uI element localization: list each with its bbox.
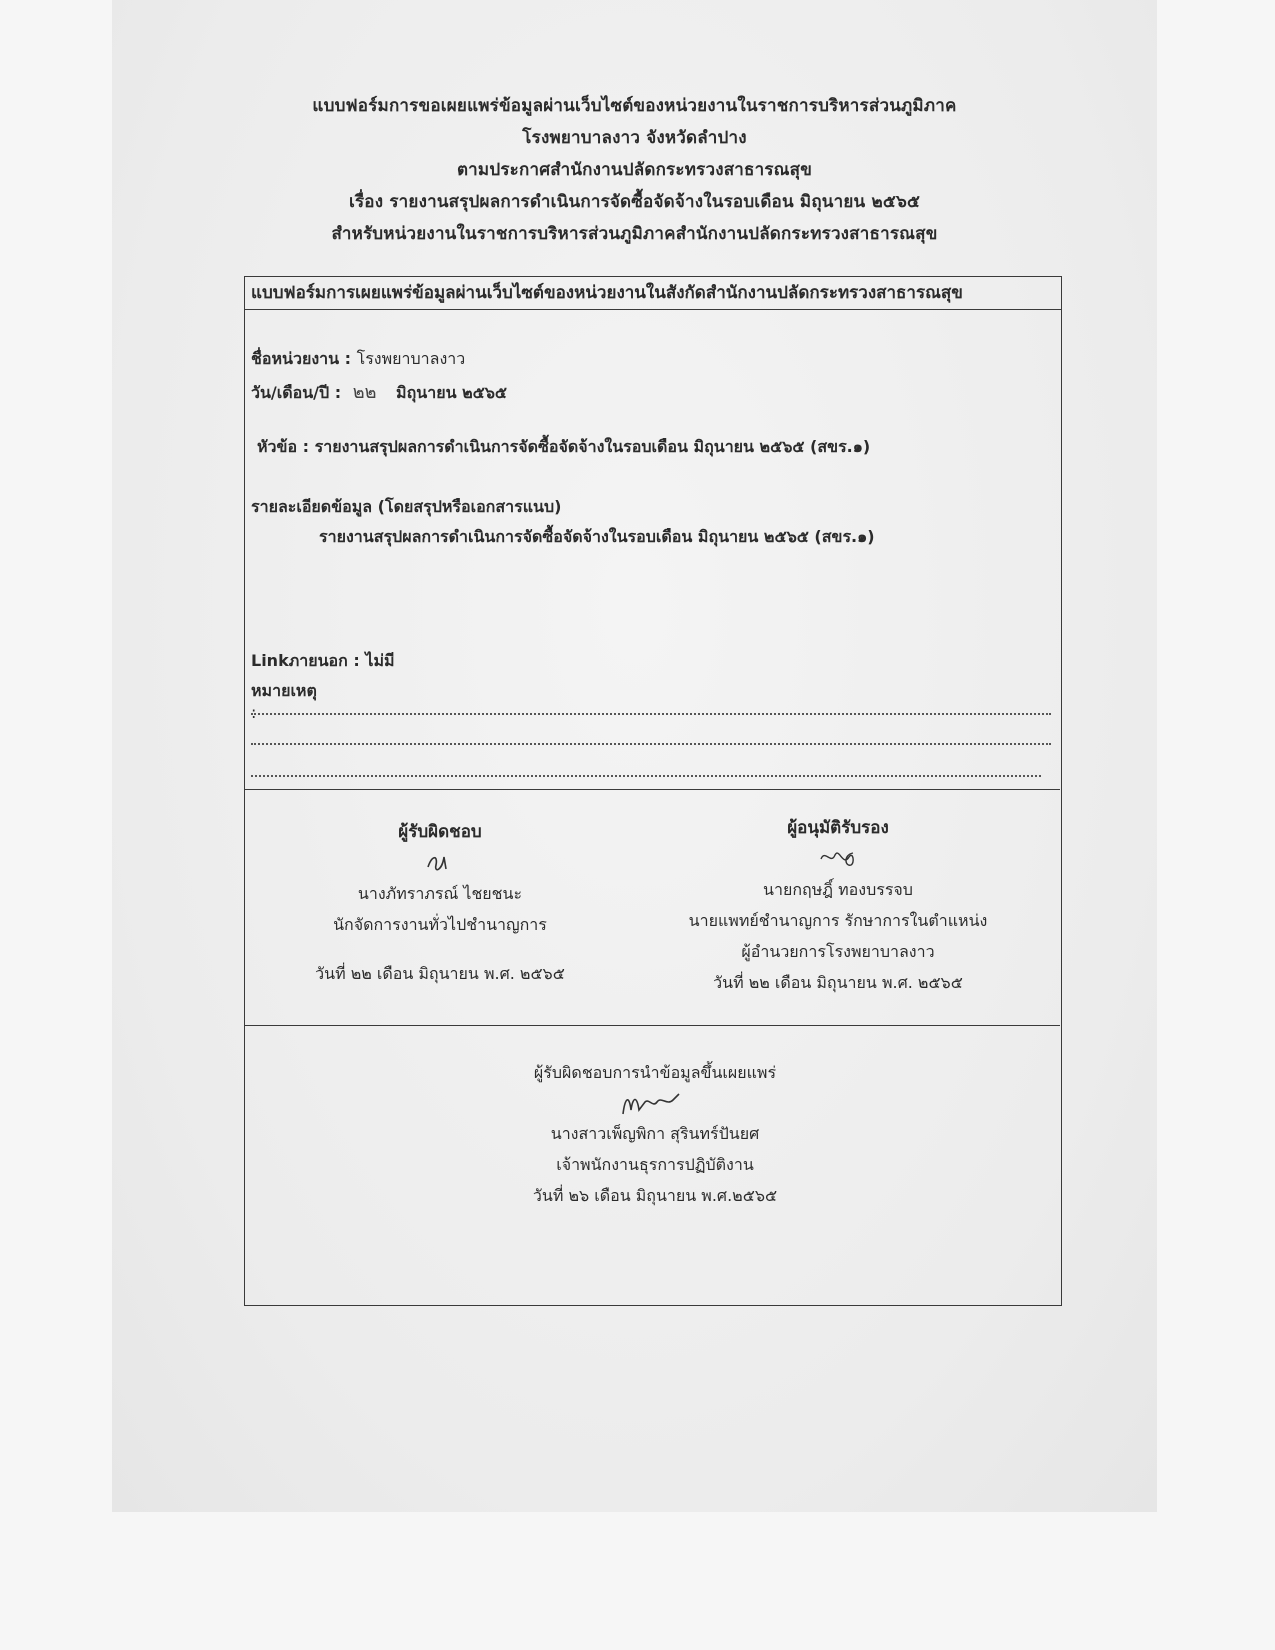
scanned-page xyxy=(112,0,1157,1512)
divider-signatures xyxy=(245,789,1060,790)
date-day: ๒๒ xyxy=(352,382,377,403)
responsible-role: ผู้รับผิดชอบ xyxy=(398,822,482,842)
publisher-date: วันที่ ๒๖ เดือน มิถุนายน พ.ศ.๒๕๖๕ xyxy=(532,1186,778,1205)
note-line-2 xyxy=(251,741,1051,745)
approver-position-2: ผู้อำนวยการโรงพยาบาลงาว xyxy=(741,942,935,961)
note-label: หมายเหตุ xyxy=(251,681,317,700)
topic-value: รายงานสรุปผลการดำเนินการจัดซื้อจัดจ้างในรอบเดือน มิถุนายน ๒๕๖๕ (สขร.๑) xyxy=(314,437,871,456)
approver-name: นายกฤษฎิ์ ทองบรรจบ xyxy=(763,880,913,899)
responsible-name: นางภัทราภรณ์ ไชยชนะ xyxy=(357,884,523,903)
note-line-1 xyxy=(251,711,1051,715)
document-header xyxy=(112,90,1157,250)
signature-publisher-icon xyxy=(465,1088,845,1118)
approver-block xyxy=(673,813,1003,998)
detail-label: รายละเอียดข้อมูล (โดยสรุปหรือเอกสารแนบ) xyxy=(251,497,562,516)
publish-form xyxy=(244,276,1062,1306)
date-rest: มิถุนายน ๒๕๖๕ xyxy=(396,383,507,402)
detail-value: รายงานสรุปผลการดำเนินการจัดซื้อจัดจ้างในรอบเดือน มิถุนายน ๒๕๖๕ (สขร.๑) xyxy=(319,527,875,546)
topic-label: หัวข้อ : xyxy=(257,437,315,456)
approver-position-1: นายแพทย์ชำนาญการ รักษาการในตำแหน่ง xyxy=(688,911,988,930)
agency-label: ชื่อหน่วยงาน : xyxy=(251,349,357,368)
link-row xyxy=(251,649,395,674)
signature-approver-icon xyxy=(673,844,1003,874)
note-line-3 xyxy=(251,773,1041,777)
agency-value: โรงพยาบาลงาว xyxy=(356,349,466,368)
link-label: Linkภายนอก : xyxy=(251,651,366,670)
responsible-block xyxy=(285,817,595,989)
header-line-1: แบบฟอร์มการขอเผยแพร่ข้อมูลผ่านเว็บไซต์ของหน่วยงานในราชการบริหารส่วนภูมิภาค xyxy=(312,96,957,116)
link-value: ไม่มี xyxy=(365,651,395,670)
date-label: วัน/เดือน/ปี : xyxy=(251,383,347,402)
publisher-block xyxy=(465,1057,845,1211)
form-title: แบบฟอร์มการเผยแพร่ข้อมูลผ่านเว็บไซต์ของหน่วยงานในสังกัดสำนักงานปลัดกระทรวงสาธารณสุข xyxy=(245,277,1061,310)
note-prefix: : xyxy=(251,703,257,722)
agency-row xyxy=(251,347,465,372)
publisher-role: ผู้รับผิดชอบการนำข้อมูลขึ้นเผยแพร่ xyxy=(533,1063,777,1082)
approver-date: วันที่ ๒๒ เดือน มิถุนายน พ.ศ. ๒๕๖๕ xyxy=(713,973,963,992)
approver-role: ผู้อนุมัติรับรอง xyxy=(787,818,889,838)
header-line-5: สำหรับหน่วยงานในราชการบริหารส่วนภูมิภาคสำนักงานปลัดกระทรวงสาธารณสุข xyxy=(331,224,938,244)
signature-responsible-icon xyxy=(285,848,595,878)
header-line-2: โรงพยาบาลงาว จังหวัดลำปาง xyxy=(522,128,747,148)
publisher-name: นางสาวเพ็ญพิกา สุรินทร์ปันยศ xyxy=(550,1124,760,1143)
topic-row xyxy=(257,435,870,460)
responsible-date: วันที่ ๒๒ เดือน มิถุนายน พ.ศ. ๒๕๖๕ xyxy=(315,964,565,983)
publisher-position: เจ้าพนักงานธุรการปฏิบัติงาน xyxy=(556,1155,754,1174)
date-row xyxy=(251,377,507,406)
header-line-4: เรื่อง รายงานสรุปผลการดำเนินการจัดซื้อจัดจ้างในรอบเดือน มิถุนายน ๒๕๖๕ xyxy=(348,192,921,212)
divider-publisher xyxy=(245,1025,1060,1026)
header-line-3: ตามประกาศสำนักงานปลัดกระทรวงสาธารณสุข xyxy=(456,160,813,180)
responsible-position: นักจัดการงานทั่วไปชำนาญการ xyxy=(333,915,547,934)
